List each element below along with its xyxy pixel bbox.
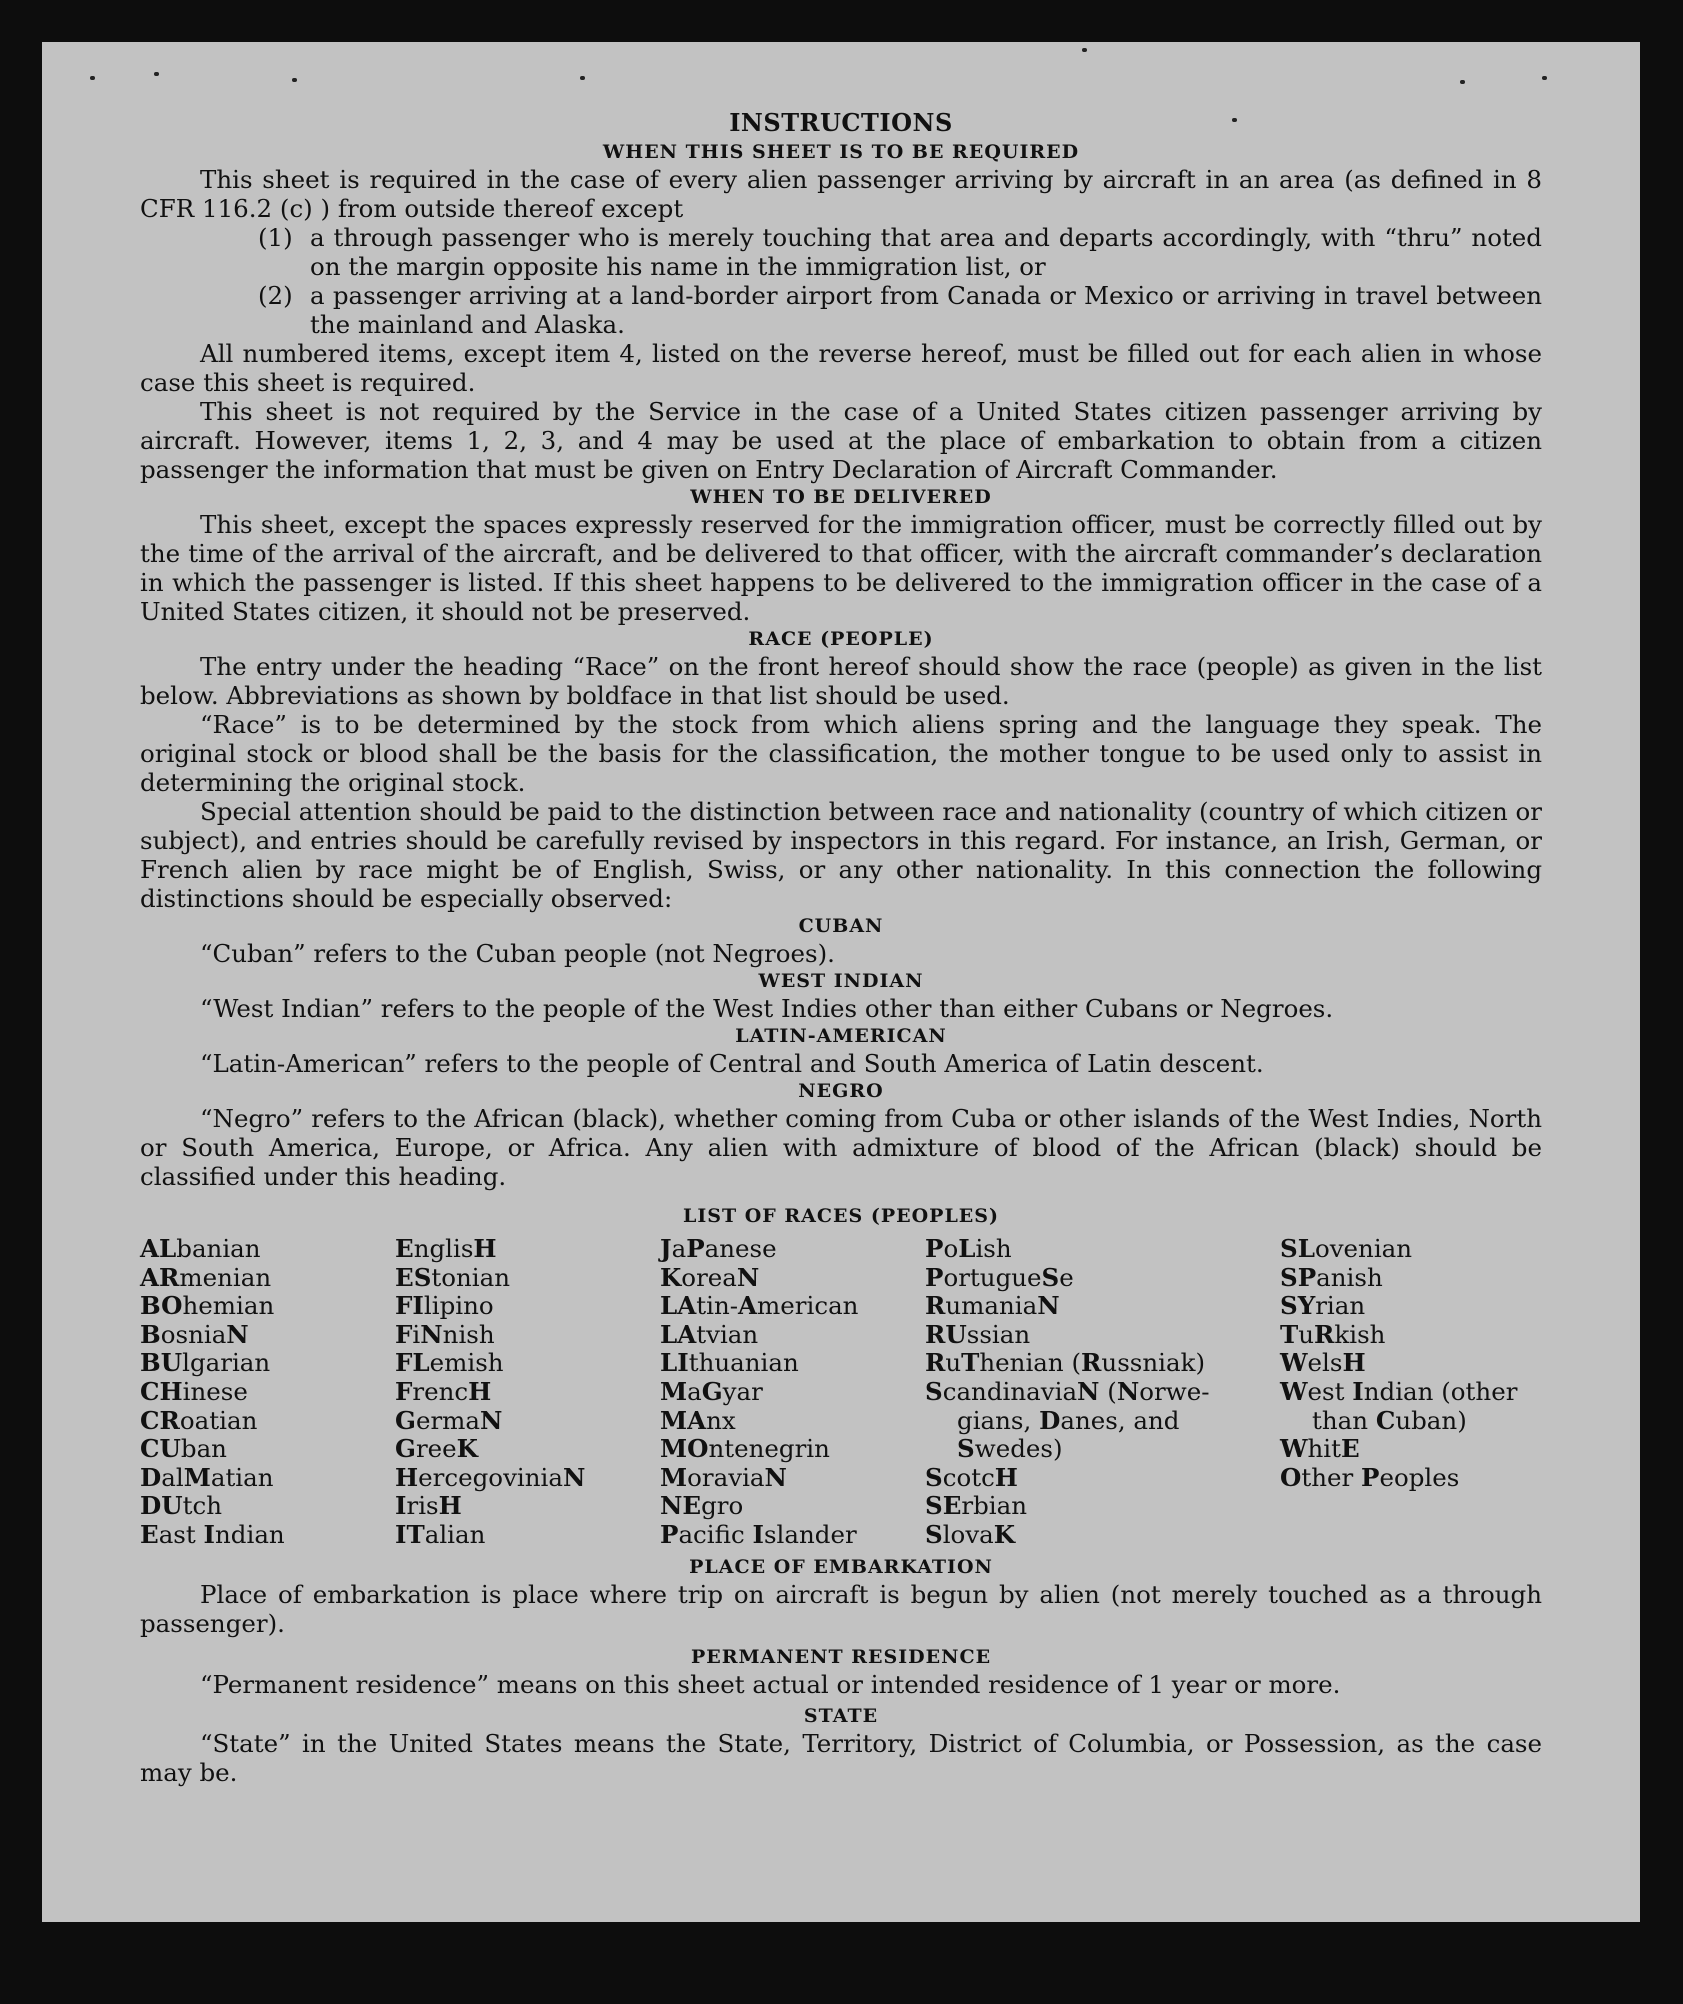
race-entry: East Indian <box>140 1519 285 1549</box>
ink-speck <box>1460 80 1465 84</box>
heading-latin-american: LATIN-AMERICAN <box>735 1025 947 1047</box>
race-entry: EnglisH <box>395 1234 497 1263</box>
races-column-1 <box>140 1235 395 1550</box>
exception-item-2 <box>140 281 1542 339</box>
race-entry: RuThenian (Russniak) <box>925 1348 1206 1378</box>
race-entry: TuRkish <box>1280 1319 1386 1349</box>
numbered-items-paragraph: All numbered items, except item 4, listed on the reverse hereof, must be filled out for each alien in whose case this sheet is required. <box>140 339 1542 397</box>
heading-cuban: CUBAN <box>798 915 884 937</box>
race-entry: SLovenian <box>1280 1234 1413 1263</box>
instruction-sheet <box>42 42 1640 1922</box>
race-entry: CHinese <box>140 1376 248 1406</box>
race-entry: MoraviaN <box>660 1462 787 1492</box>
race-entry: FiNnish <box>395 1319 495 1349</box>
required-intro: This sheet is required in the case of every alien passenger arriving by aircraft in an area (as defined in 8 CFR 116.2 (c) ) from outside thereof except <box>140 165 1542 223</box>
ink-speck <box>1542 76 1547 80</box>
race-entry: ITalian <box>395 1519 486 1549</box>
race-entry: SYrian <box>1280 1291 1366 1321</box>
negro-definition: “Negro” refers to the African (black), whether coming from Cuba or other islands of the West Indies, North or South America, Europe, or Africa. Any alien with admixture of blood of the African (black) should be classified under this heading. <box>140 1104 1542 1191</box>
race-entry: FrencH <box>395 1376 492 1406</box>
race-entry: IrisH <box>395 1491 462 1521</box>
heading-state: STATE <box>803 1704 879 1727</box>
race-entry: ARmenian <box>140 1262 272 1292</box>
exception-item-1 <box>140 223 1542 281</box>
race-entry: SErbian <box>925 1491 1028 1521</box>
race-entry: LAtvian <box>660 1319 759 1349</box>
citizen-paragraph: This sheet is not required by the Service in the case of a United States citizen passenger arriving by aircraft. However, items 1, 2, 3, and 4 may be used at the place of embarkation to obtain from a citizen passenger the information that must be given on Entry Declaration of Aircraft Commander. <box>140 397 1542 484</box>
races-column-3 <box>660 1235 925 1550</box>
race-entry: FLemish <box>395 1348 504 1378</box>
race-entry: DalMatian <box>140 1462 274 1492</box>
ink-speck <box>90 76 95 80</box>
races-list <box>140 1235 1542 1550</box>
race-entry: RUssian <box>925 1319 1031 1349</box>
race-entry: CUban <box>140 1434 227 1464</box>
race-entry: SPanish <box>1280 1262 1383 1292</box>
race-entry: EStonian <box>395 1262 511 1292</box>
race-entry: NEgro <box>660 1491 744 1521</box>
item-text: a passenger arriving at a land-border airport from Canada or Mexico or arriving in travel between the mainland and Alaska. <box>310 281 1542 339</box>
race-entry: PoLish <box>925 1234 1012 1263</box>
state-paragraph: “State” in the United States means the State, Territory, District of Columbia, or Possession, as the case may be. <box>140 1728 1542 1787</box>
west-indian-definition: “West Indian” refers to the people of the West Indies other than either Cubans or Negroes. <box>200 994 1334 1023</box>
ink-speck <box>154 72 159 76</box>
race-entry: DUtch <box>140 1491 222 1521</box>
race-entry: MOntenegrin <box>660 1434 830 1464</box>
ink-speck <box>292 78 297 82</box>
heading-race: RACE (PEOPLE) <box>748 628 934 650</box>
race-entry: CRoatian <box>140 1405 258 1435</box>
race-entry: GermaN <box>395 1405 503 1435</box>
race-entry: PortugueSe <box>925 1262 1074 1292</box>
race-entry: West Indian (other <box>1280 1376 1518 1406</box>
item-text: a through passenger who is merely touching that area and departs accordingly, with “thru” noted on the margin opposite his name in the immigration list, or <box>310 223 1542 281</box>
delivered-paragraph: This sheet, except the spaces expressly reserved for the immigration officer, must be correctly filled out by the time of the arrival of the aircraft, and be delivered to that officer, with the aircraft commander’s declaration in which the passenger is listed. If this sheet happens to be delivered to the immigration officer in the case of a United States citizen, it should not be preserved. <box>140 510 1542 626</box>
race-entry-continuation: Swedes) <box>957 1434 1063 1464</box>
ink-speck <box>1232 118 1237 122</box>
heading-list-of-races: LIST OF RACES (PEOPLES) <box>683 1205 999 1227</box>
heading-west-indian: WEST INDIAN <box>758 970 924 992</box>
page-title: INSTRUCTIONS <box>729 108 953 137</box>
ink-speck <box>1082 48 1087 52</box>
race-paragraph-1: The entry under the heading “Race” on the front hereof should show the race (people) as given in the list below. Abbreviations as shown by boldface in that list should be used. <box>140 652 1542 710</box>
race-entry: LIthuanian <box>660 1348 799 1378</box>
latin-american-definition: “Latin-American” refers to the people of Central and South America of Latin descent. <box>200 1049 1264 1078</box>
race-entry: ScotcH <box>925 1462 1018 1492</box>
race-entry: LAtin-American <box>660 1291 859 1321</box>
race-paragraph-3: Special attention should be paid to the distinction between race and nationality (country of which citizen or subject), and entries should be carefully revised by inspectors in this regard. For instance, an Irish, German, or French alien by race might be of English, Swiss, or any other nationality. In this connection the following distinctions should be especially observed: <box>140 797 1542 913</box>
races-column-4 <box>925 1235 1280 1550</box>
race-entry: WhitE <box>1280 1434 1360 1464</box>
race-entry-continuation: gians, Danes, and <box>957 1405 1180 1435</box>
race-entry: RumaniaN <box>925 1291 1060 1321</box>
heading-permanent-residence: PERMANENT RESIDENCE <box>690 1645 992 1668</box>
races-column-5 <box>1280 1235 1560 1550</box>
race-entry: Pacifc Islander <box>660 1519 857 1549</box>
race-entry: Other Peoples <box>1280 1462 1460 1492</box>
item-number: (2) <box>258 281 293 310</box>
heading-negro: NEGRO <box>798 1080 884 1102</box>
cuban-definition: “Cuban” refers to the Cuban people (not Negroes). <box>200 939 835 968</box>
residence-paragraph: “Permanent residence” means on this sheet actual or intended residence of 1 year or more. <box>200 1669 1341 1699</box>
race-entry: GreeK <box>395 1434 478 1464</box>
race-entry: SlovaK <box>925 1519 1016 1549</box>
race-entry-continuation: than Cuban) <box>1312 1405 1467 1435</box>
race-entry: MaGyar <box>660 1376 763 1406</box>
race-entry: ALbanian <box>140 1234 261 1263</box>
race-entry: BosniaN <box>140 1319 249 1349</box>
embarkation-paragraph: Place of embarkation is place where trip on aircraft is begun by alien (not merely touched as a through passenger). <box>140 1579 1542 1638</box>
heading-embarkation: PLACE OF EMBARKATION <box>689 1555 993 1578</box>
race-entry: MAnx <box>660 1405 736 1435</box>
item-number: (1) <box>258 223 293 252</box>
race-entry: HercegoviniaN <box>395 1462 586 1492</box>
race-entry: BOhemian <box>140 1291 275 1321</box>
race-entry: JaPanese <box>660 1234 777 1263</box>
race-entry: KoreaN <box>660 1262 760 1292</box>
races-column-2 <box>395 1235 660 1550</box>
race-entry: FIlipino <box>395 1291 494 1321</box>
race-paragraph-2: “Race” is to be determined by the stock from which aliens spring and the language they speak. The original stock or blood shall be the basis for the classification, the mother tongue to be used only to assist in determining the original stock. <box>140 710 1542 797</box>
race-entry: WelsH <box>1280 1348 1366 1378</box>
heading-delivered: WHEN TO BE DELIVERED <box>690 486 992 508</box>
ink-speck <box>580 76 585 80</box>
race-entry: ScandinaviaN (Norwe- <box>925 1376 1210 1406</box>
heading-required: WHEN THIS SHEET IS TO BE REQUIRED <box>602 141 1080 163</box>
race-entry: BUlgarian <box>140 1348 271 1378</box>
